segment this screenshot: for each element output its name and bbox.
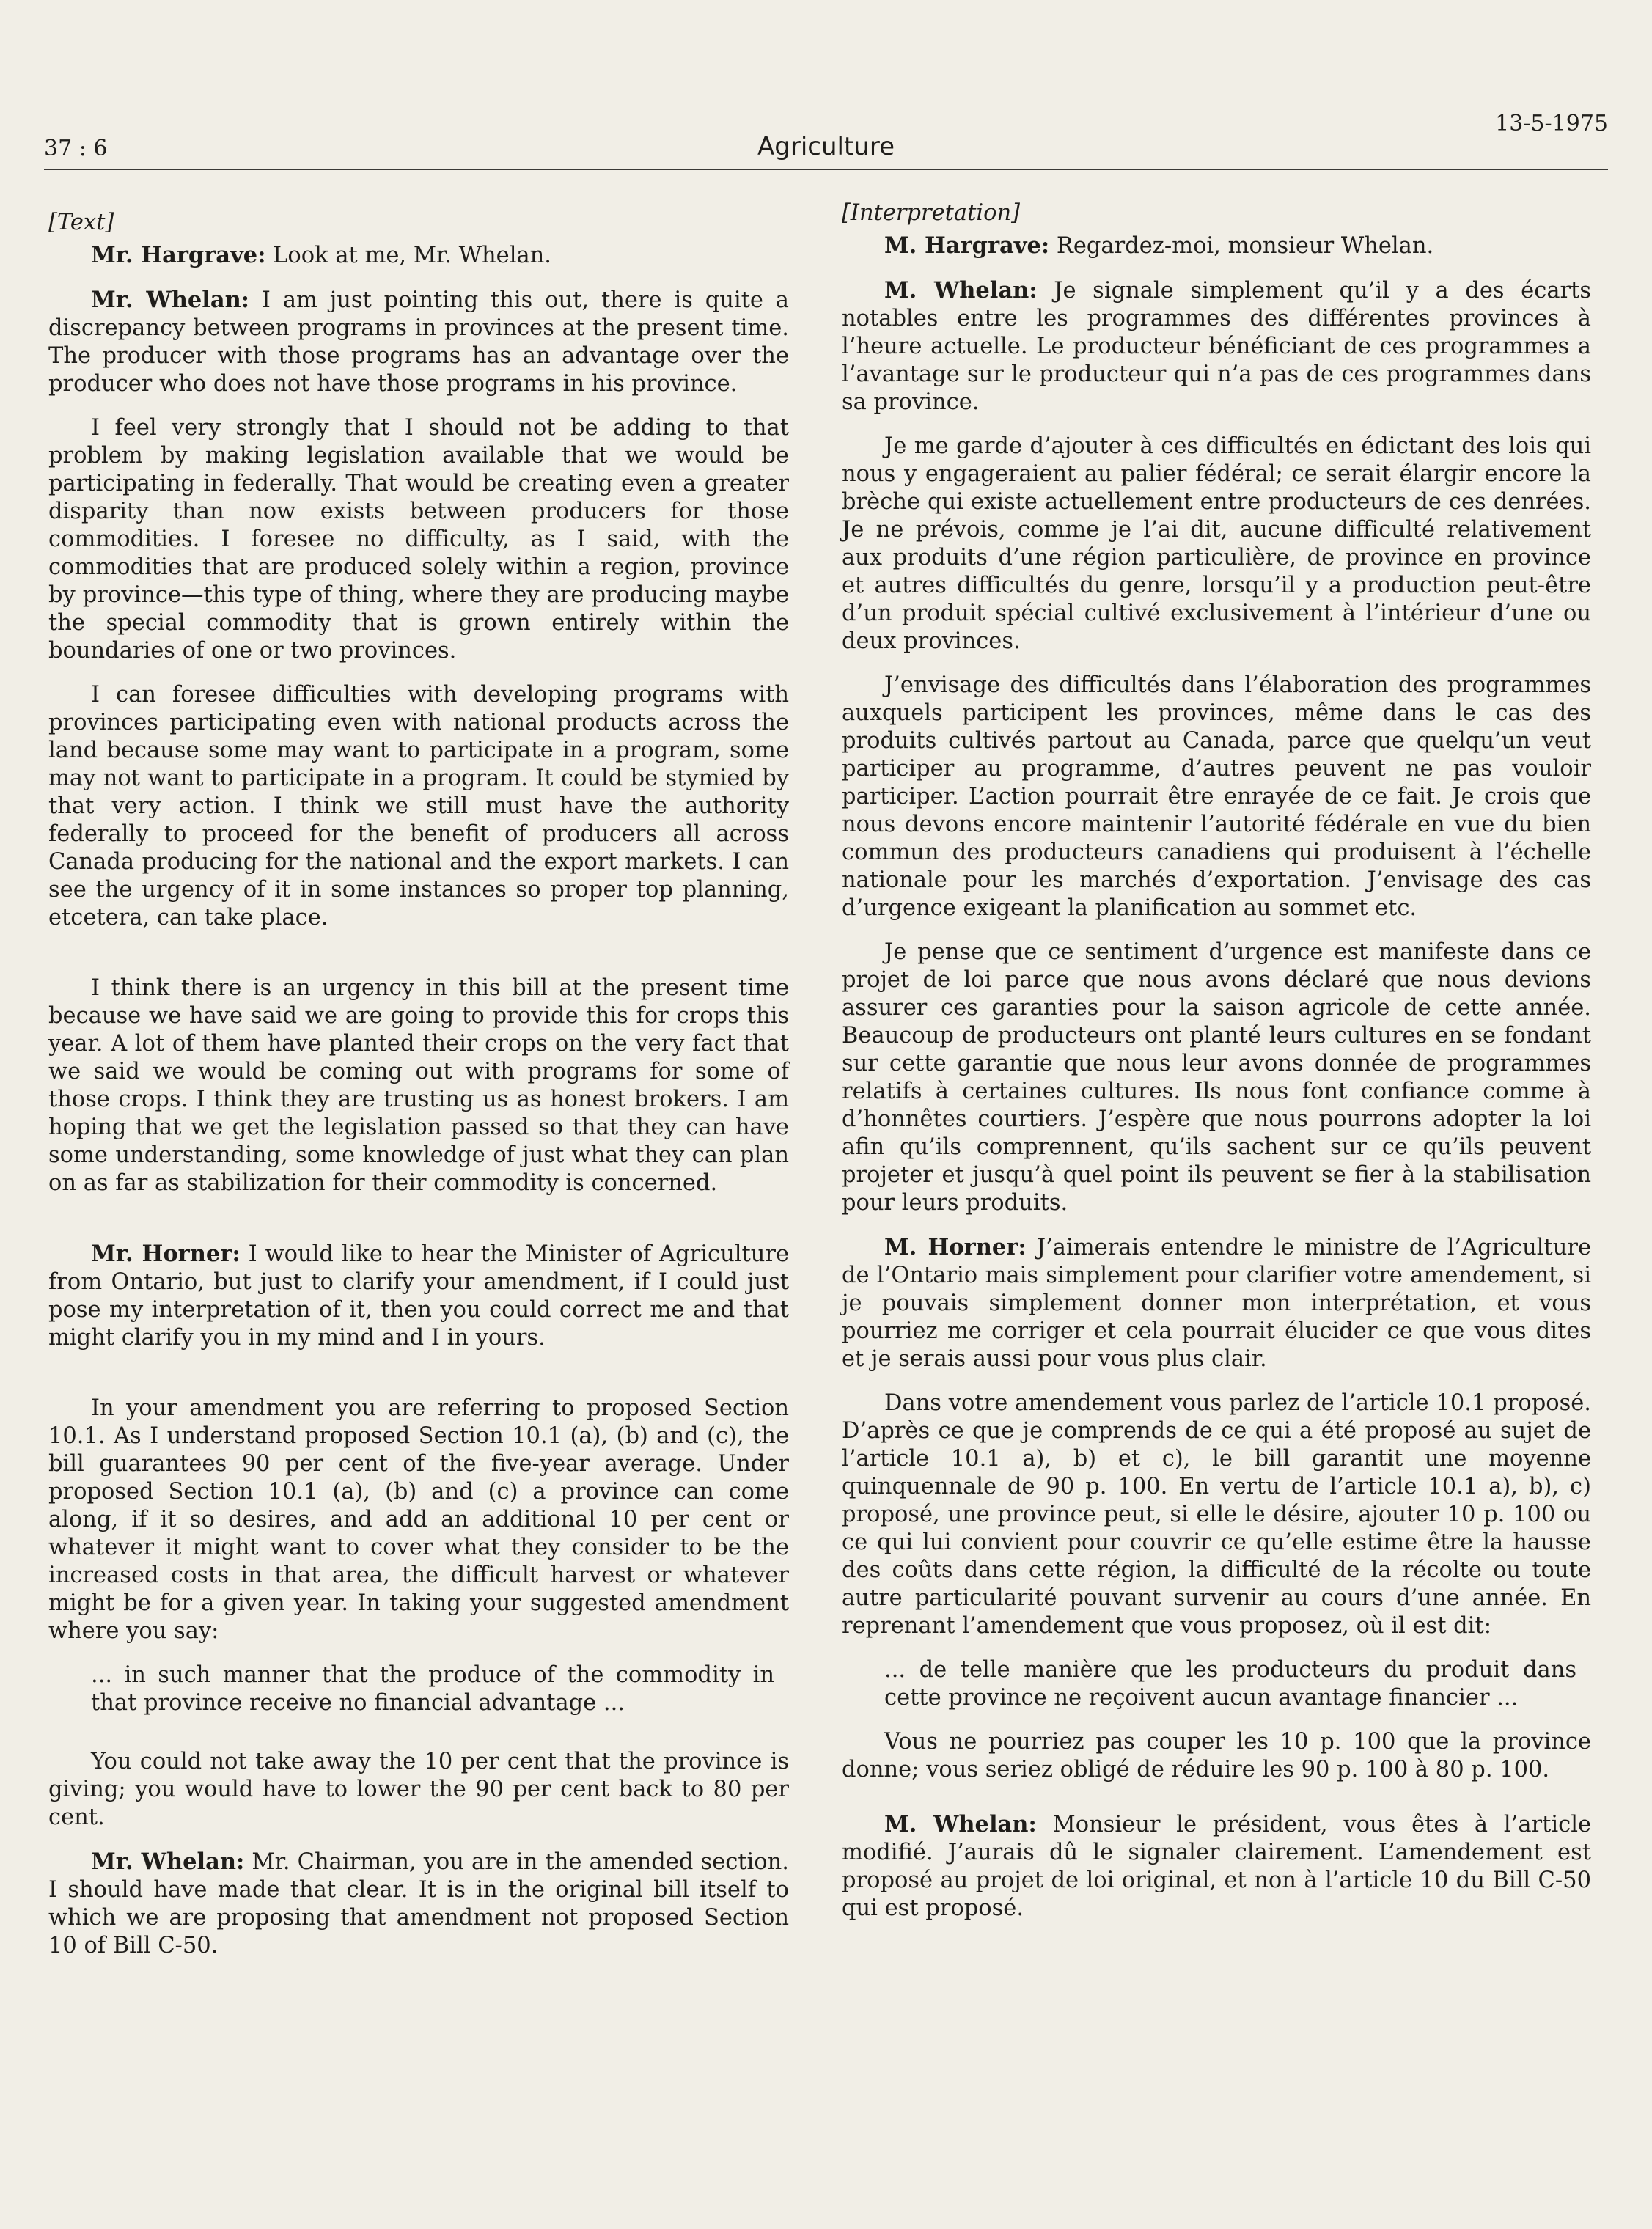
- page-title: Agriculture: [757, 132, 895, 161]
- paragraph: I think there is an urgency in this bill at the present time because we have said we are going to provide this for crops this year. A lot of them have planted their crops on the very fact that we said we would be coming out with programs for some of those crops. I think they are trusting us as honest brokers. I am hoping that we get the legislation passed so that they can have some understanding, some knowledge of just what they can plan on as far as stabilization for their commodity is concerned.: [48, 975, 789, 1196]
- speech-text: I am just pointing this out, there is quite a discrepancy between programs in provinces at the present time. The producer with those programs has an advantage over the producer who does not have those programs in his province.: [48, 287, 789, 397]
- speaker-name: M. Whelan:: [884, 277, 1038, 304]
- block-quote: ... de telle manière que les producteurs du produit dans cette province ne reçoivent aucun avantage financier ...: [884, 1657, 1576, 1711]
- paragraph: Dans votre amendement vous parlez de l’article 10.1 proposé. D’après ce que je comprends de ce qui a été proposé au sujet de l’article 10.1 a), b) et c), le bill garantit une moyenne quinquennale de 90 p. 100. En vertu de l’article 10.1 a), b), c) proposé, une province peut, si elle le désire, ajouter 10 p. 100 ou ce qui lui convient pour couvrir ce qu’elle estime être la hausse des coûts dans cette région, la difficulté de la récolte ou toute autre particularité pouvant survenir au cours d’une année. En reprenant l’amendement que vous proposez, où il est dit:: [842, 1390, 1591, 1639]
- paragraph: [48, 1848, 789, 1960]
- english-column: [48, 209, 789, 1976]
- paragraph: In your amendment you are referring to proposed Section 10.1. As I understand proposed Section 10.1 (a), (b) and (c), the bill guarantees 90 per cent of the five-year average. Under proposed Section 10.1 (a), (b) and (c) a province can come along, if it so desires, and add an additional 10 per cent or whatever it might want to cover what they consider to be the increased costs in that area, the difficult harvest or whatever might be for a given year. In taking your suggested amendment where you say:: [48, 1395, 789, 1644]
- speaker-name: Mr. Whelan:: [91, 287, 250, 313]
- speech-text: J’aimerais entendre le ministre de l’Agriculture de l’Ontario mais simplement pour clarifier votre amendement, si je pouvais simplement donner mon interprétation, et vous pourriez me corriger et cela pourrait élucider ce que vous dites et je serais aussi pour vous plus clair.: [842, 1235, 1591, 1372]
- speaker-name: Mr. Whelan:: [91, 1848, 245, 1875]
- section-tag: [Interpretation]: [842, 200, 1020, 226]
- speaker-name: M. Hargrave:: [884, 232, 1050, 259]
- paragraph: I can foresee difficulties with developing programs with provinces participating even with national products across the land because some may want to participate in a program, some may not want to participate in a program. It could be stymied by that very action. I think we still must have the authority federally to proceed for the benefit of producers all across Canada producing for the national and the export markets. I can see the urgency of it in some instances so proper top planning, etcetera, can take place.: [48, 682, 789, 930]
- speech-text: Regardez-moi, monsieur Whelan.: [1049, 233, 1434, 259]
- block-quote: ... in such manner that the produce of the commodity in that province receive no financial advantage ...: [91, 1662, 774, 1716]
- speech-text: Mr. Chairman, you are in the amended section. I should have made that clear. It is in the original bill itself to which we are proposing that amendment not proposed Section 10 of Bill C-50.: [48, 1849, 789, 1958]
- section-tag: [Text]: [48, 210, 114, 235]
- speech-text: Look at me, Mr. Whelan.: [265, 243, 551, 268]
- paragraph: [48, 1240, 789, 1352]
- page-header: [44, 88, 1608, 170]
- paragraph: I feel very strongly that I should not be adding to that problem by making legislation available that we would be participating in federally. That would be creating even a greater disparity than now exists between producers for those commodities. I foresee no difficulty, as I said, with the commodities that are produced solely within a region, province by province—this type of thing, where they are producing maybe the special commodity that is grown entirely within the boundaries of one or two provinces.: [48, 415, 789, 664]
- paragraph: Je pense que ce sentiment d’urgence est manifeste dans ce projet de loi parce que nous avons déclaré que nous devions assurer ces garanties pour la saison agricole de cette année. Beaucoup de producteurs ont planté leurs cultures en se fondant sur cette garantie que nous leur avons donnée de programmes relatifs à certaines cultures. Ils nous font confiance comme à d’honnêtes courtiers. J’espère que nous pourrons adopter la loi afin qu’ils comprennent, qu’ils sachent sur ce qu’ils peuvent projeter et jusqu’à quel point ils peuvent se fier à la stabilisation pour leurs produits.: [842, 939, 1591, 1216]
- paragraph: [48, 241, 789, 270]
- speaker-name: M. Horner:: [884, 1234, 1027, 1260]
- french-column: [842, 199, 1591, 1939]
- speaker-name: M. Whelan:: [884, 1811, 1037, 1837]
- paragraph: [842, 1810, 1591, 1923]
- paragraph: You could not take away the 10 per cent that the province is giving; you would have to lower the 90 per cent back to 80 per cent.: [48, 1749, 789, 1830]
- speaker-name: Mr. Horner:: [91, 1241, 241, 1267]
- paragraph: [842, 1233, 1591, 1373]
- speaker-name: Mr. Hargrave:: [91, 242, 266, 268]
- speech-text: Monsieur le président, vous êtes à l’article modifié. J’aurais dû le signaler clairement. L’amendement est proposé au projet de loi original, et non à l’article 10 du Bill C-50 qui est proposé.: [842, 1812, 1591, 1921]
- speech-text: Je signale simplement qu’il y a des écarts notables entre les programmes des différentes provinces à l’heure actuelle. Le producteur bénéficiant de ces programmes a l’avantage sur le producteur qui n’a pas de ces programmes dans sa province.: [842, 278, 1591, 415]
- page-number: 37 : 6: [44, 136, 108, 161]
- paragraph: Vous ne pourriez pas couper les 10 p. 100 que la province donne; vous seriez obligé de réduire les 90 p. 100 à 80 p. 100.: [842, 1729, 1591, 1782]
- paragraph: Je me garde d’ajouter à ces difficultés en édictant des lois qui nous y engageraient au palier fédéral; ce serait élargir encore la brèche qui existe actuellement entre producteurs de ces denrées. Je ne prévois, comme je l’ai dit, aucune difficulté relativement aux produits d’une région particulière, de province en province et autres difficultés du genre, lorsqu’il y a production peut-être d’un produit spécial cultivé exclusivement à l’intérieur d’une ou deux provinces.: [842, 433, 1591, 654]
- paragraph: J’envisage des difficultés dans l’élaboration des programmes auxquels participent les provinces, même dans le cas des produits cultivés partout au Canada, parce que quelqu’un veut participer au programme, d’autres peuvent ne pas vouloir participer. L’action pourrait être enrayée de ce fait. Je crois que nous devons encore maintenir l’autorité fédérale en vue du bien commun des producteurs canadiens qui produisent à l’échelle nationale pour les marchés d’exportation. J’envisage des cas d’urgence exigeant la planification au sommet etc.: [842, 672, 1591, 921]
- page-date: 13-5-1975: [1495, 111, 1608, 136]
- speech-text: I would like to hear the Minister of Agriculture from Ontario, but just to clarify your amendment, if I could just pose my interpretation of it, then you could correct me and that might clarify you in my mind and I in yours.: [48, 1241, 790, 1351]
- paragraph: [842, 276, 1591, 416]
- paragraph: [48, 286, 789, 398]
- paragraph: [842, 232, 1591, 260]
